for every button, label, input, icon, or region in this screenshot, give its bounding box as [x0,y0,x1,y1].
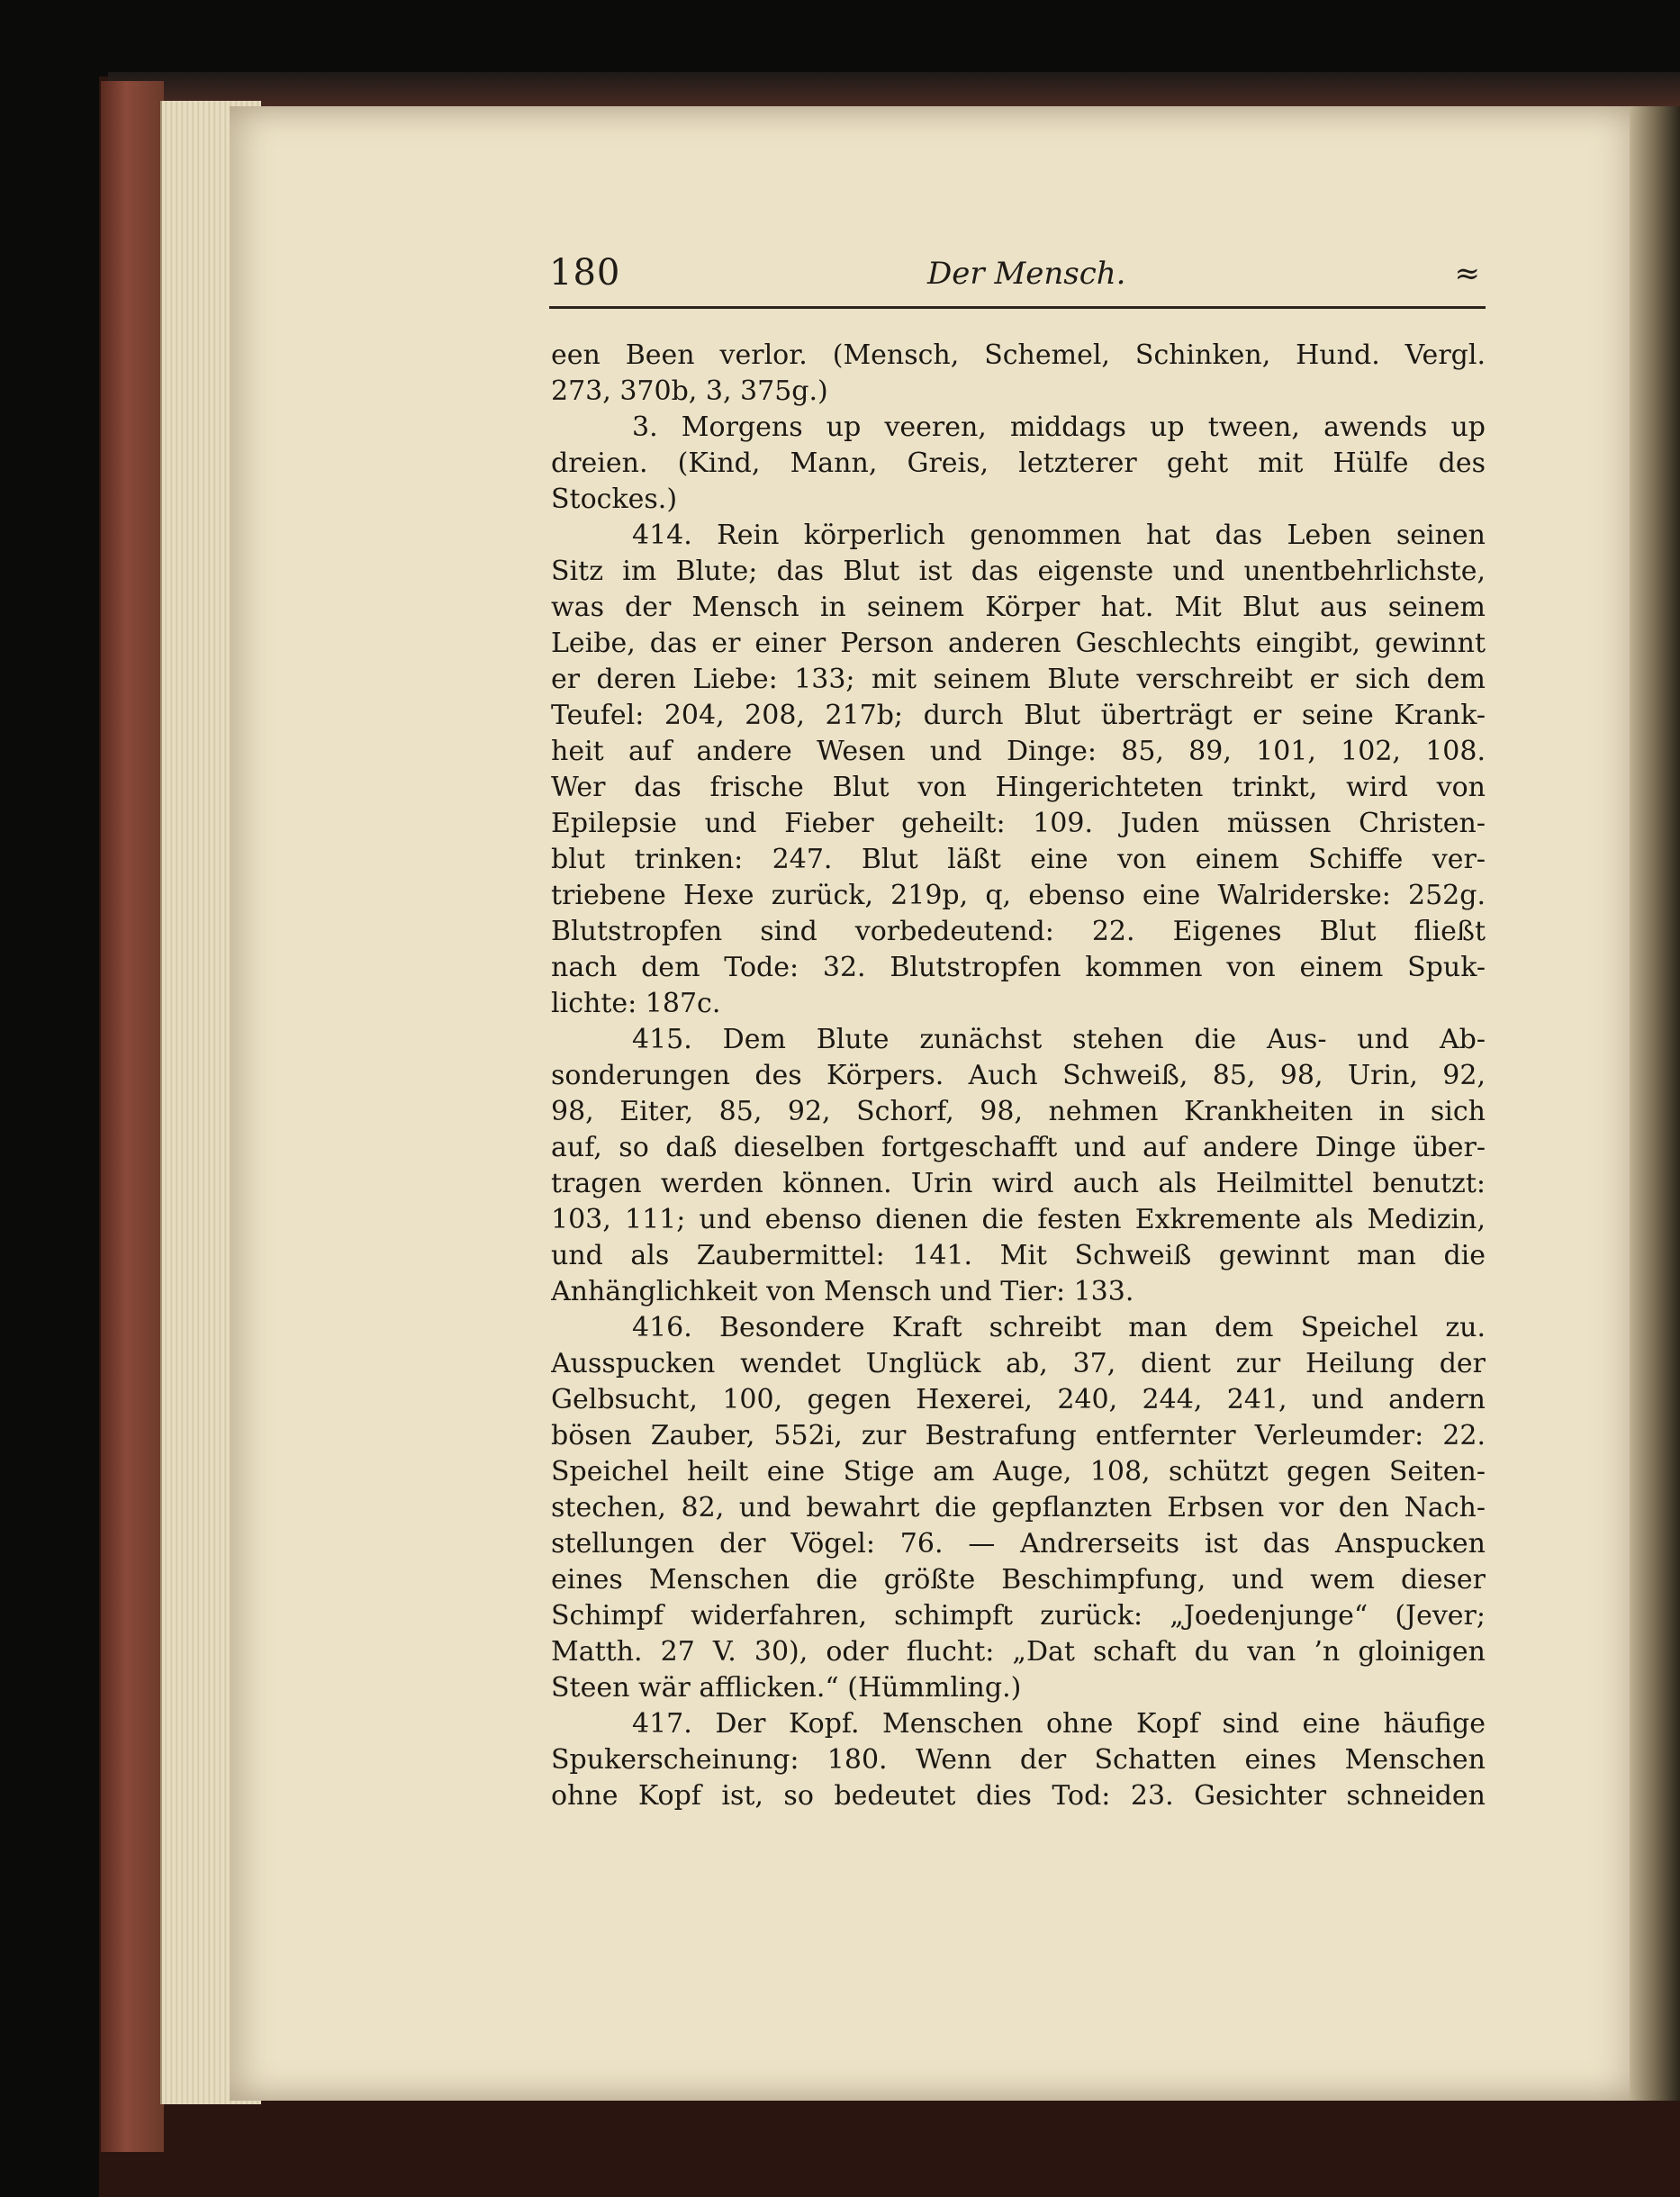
text-line: Sitz im Blute; das Blut ist das eigenste und unentbehrlichste, [551,556,1486,587]
text-line: Leibe, das er einer Person anderen Geschlechts eingibt, gewinnt [551,628,1486,659]
text-line: bösen Zauber, 552i, zur Bestrafung entfernter Verleumder: 22. [551,1420,1486,1451]
text-line: 415. Dem Blute zunächst stehen die Aus- und Ab- [632,1024,1486,1055]
text-line: 3. Morgens up veeren, middags up tween, awends up [632,411,1486,443]
text-line: Anhänglichkeit von Mensch und Tier: 133. [551,1276,1134,1307]
header-rule [549,306,1486,309]
body-text [551,338,1486,1814]
text-line: Gelbsucht, 100, gegen Hexerei, 240, 244, 241, und andern [551,1384,1486,1415]
text-line: blut trinken: 247. Blut läßt eine von einem Schiffe ver- [551,844,1486,875]
text-line: nach dem Tode: 32. Blutstropfen kommen von einem Spuk- [551,952,1486,983]
text-line: Ausspucken wendet Unglück ab, 37, dient zur Heilung der [551,1348,1486,1379]
text-line: stellungen der Vögel: 76. — Andrerseits ist das Anspucken [551,1528,1486,1560]
text-line: Schimpf widerfahren, schimpft zurück: „Joedenjunge“ (Jever; [551,1600,1486,1632]
text-line: Stockes.) [551,484,678,515]
text-line: 416. Besondere Kraft schreibt man dem Speichel zu. [632,1312,1486,1343]
text-line: heit auf andere Wesen und Dinge: 85, 89, 101, 102, 108. [551,736,1486,767]
text-line: dreien. (Kind, Mann, Greis, letzterer geht mit Hülfe des [551,448,1486,479]
running-title: Der Mensch. [927,256,1126,292]
text-line: was der Mensch in seinem Körper hat. Mit Blut aus seinem [551,592,1486,623]
text-line: eines Menschen die größte Beschimpfung, und wem dieser [551,1564,1486,1596]
book-cover-edge [101,81,164,2152]
text-line: Speichel heilt eine Stige am Auge, 108, schützt gegen Seiten- [551,1456,1486,1487]
text-line: 103, 111; und ebenso dienen die festen Exkremente als Medizin, [551,1204,1486,1235]
text-line: sonderungen des Körpers. Auch Schweiß, 85, 98, Urin, 92, [551,1060,1486,1091]
text-line: ohne Kopf ist, so bedeutet dies Tod: 23. Gesichter schneiden [551,1780,1486,1812]
text-line: Steen wär afflicken.“ (Hümmling.) [551,1672,1022,1704]
running-head [549,252,1486,306]
page-number: 180 [549,252,621,294]
text-line: er deren Liebe: 133; mit seinem Blute verschreibt er sich dem [551,664,1486,695]
text-line: 417. Der Kopf. Menschen ohne Kopf sind eine häufige [632,1708,1486,1740]
text-line: tragen werden können. Urin wird auch als Heilmittel benutzt: [551,1168,1486,1199]
text-line: Teufel: 204, 208, 217b; durch Blut überträgt er seine Krank- [551,700,1486,731]
text-line: 98, Eiter, 85, 92, Schorf, 98, nehmen Krankheiten in sich [551,1096,1486,1127]
text-line: und als Zaubermittel: 141. Mit Schweiß gewinnt man die [551,1240,1486,1271]
text-line: auf, so daß dieselben fortgeschafft und auf andere Dinge über- [551,1132,1486,1163]
text-line: 273, 370b, 3, 375g.) [551,375,828,407]
text-line: Blutstropfen sind vorbedeutend: 22. Eigenes Blut fließt [551,916,1486,947]
running-head-mark: ≈ [1454,256,1480,292]
text-line: triebene Hexe zurück, 219p, q, ebenso eine Walriderske: 252g. [551,880,1486,911]
text-line: Wer das frische Blut von Hingerichteten trinkt, wird von [551,772,1486,803]
text-line: Spukerscheinung: 180. Wenn der Schatten eines Menschen [551,1744,1486,1776]
book-cover-top [108,72,1680,108]
text-line: stechen, 82, und bewahrt die gepflanzten Erbsen vor den Nach- [551,1492,1486,1523]
text-line: Matth. 27 V. 30), oder flucht: „Dat schaft du van ’n gloinigen [551,1636,1486,1668]
page-gutter [1630,106,1680,2101]
text-line: 414. Rein körperlich genommen hat das Leben seinen [632,520,1486,551]
text-line: een Been verlor. (Mensch, Schemel, Schinken, Hund. Vergl. [551,339,1486,371]
text-line: Epilepsie und Fieber geheilt: 109. Juden müssen Christen- [551,808,1486,839]
text-line: lichte: 187c. [551,988,721,1019]
